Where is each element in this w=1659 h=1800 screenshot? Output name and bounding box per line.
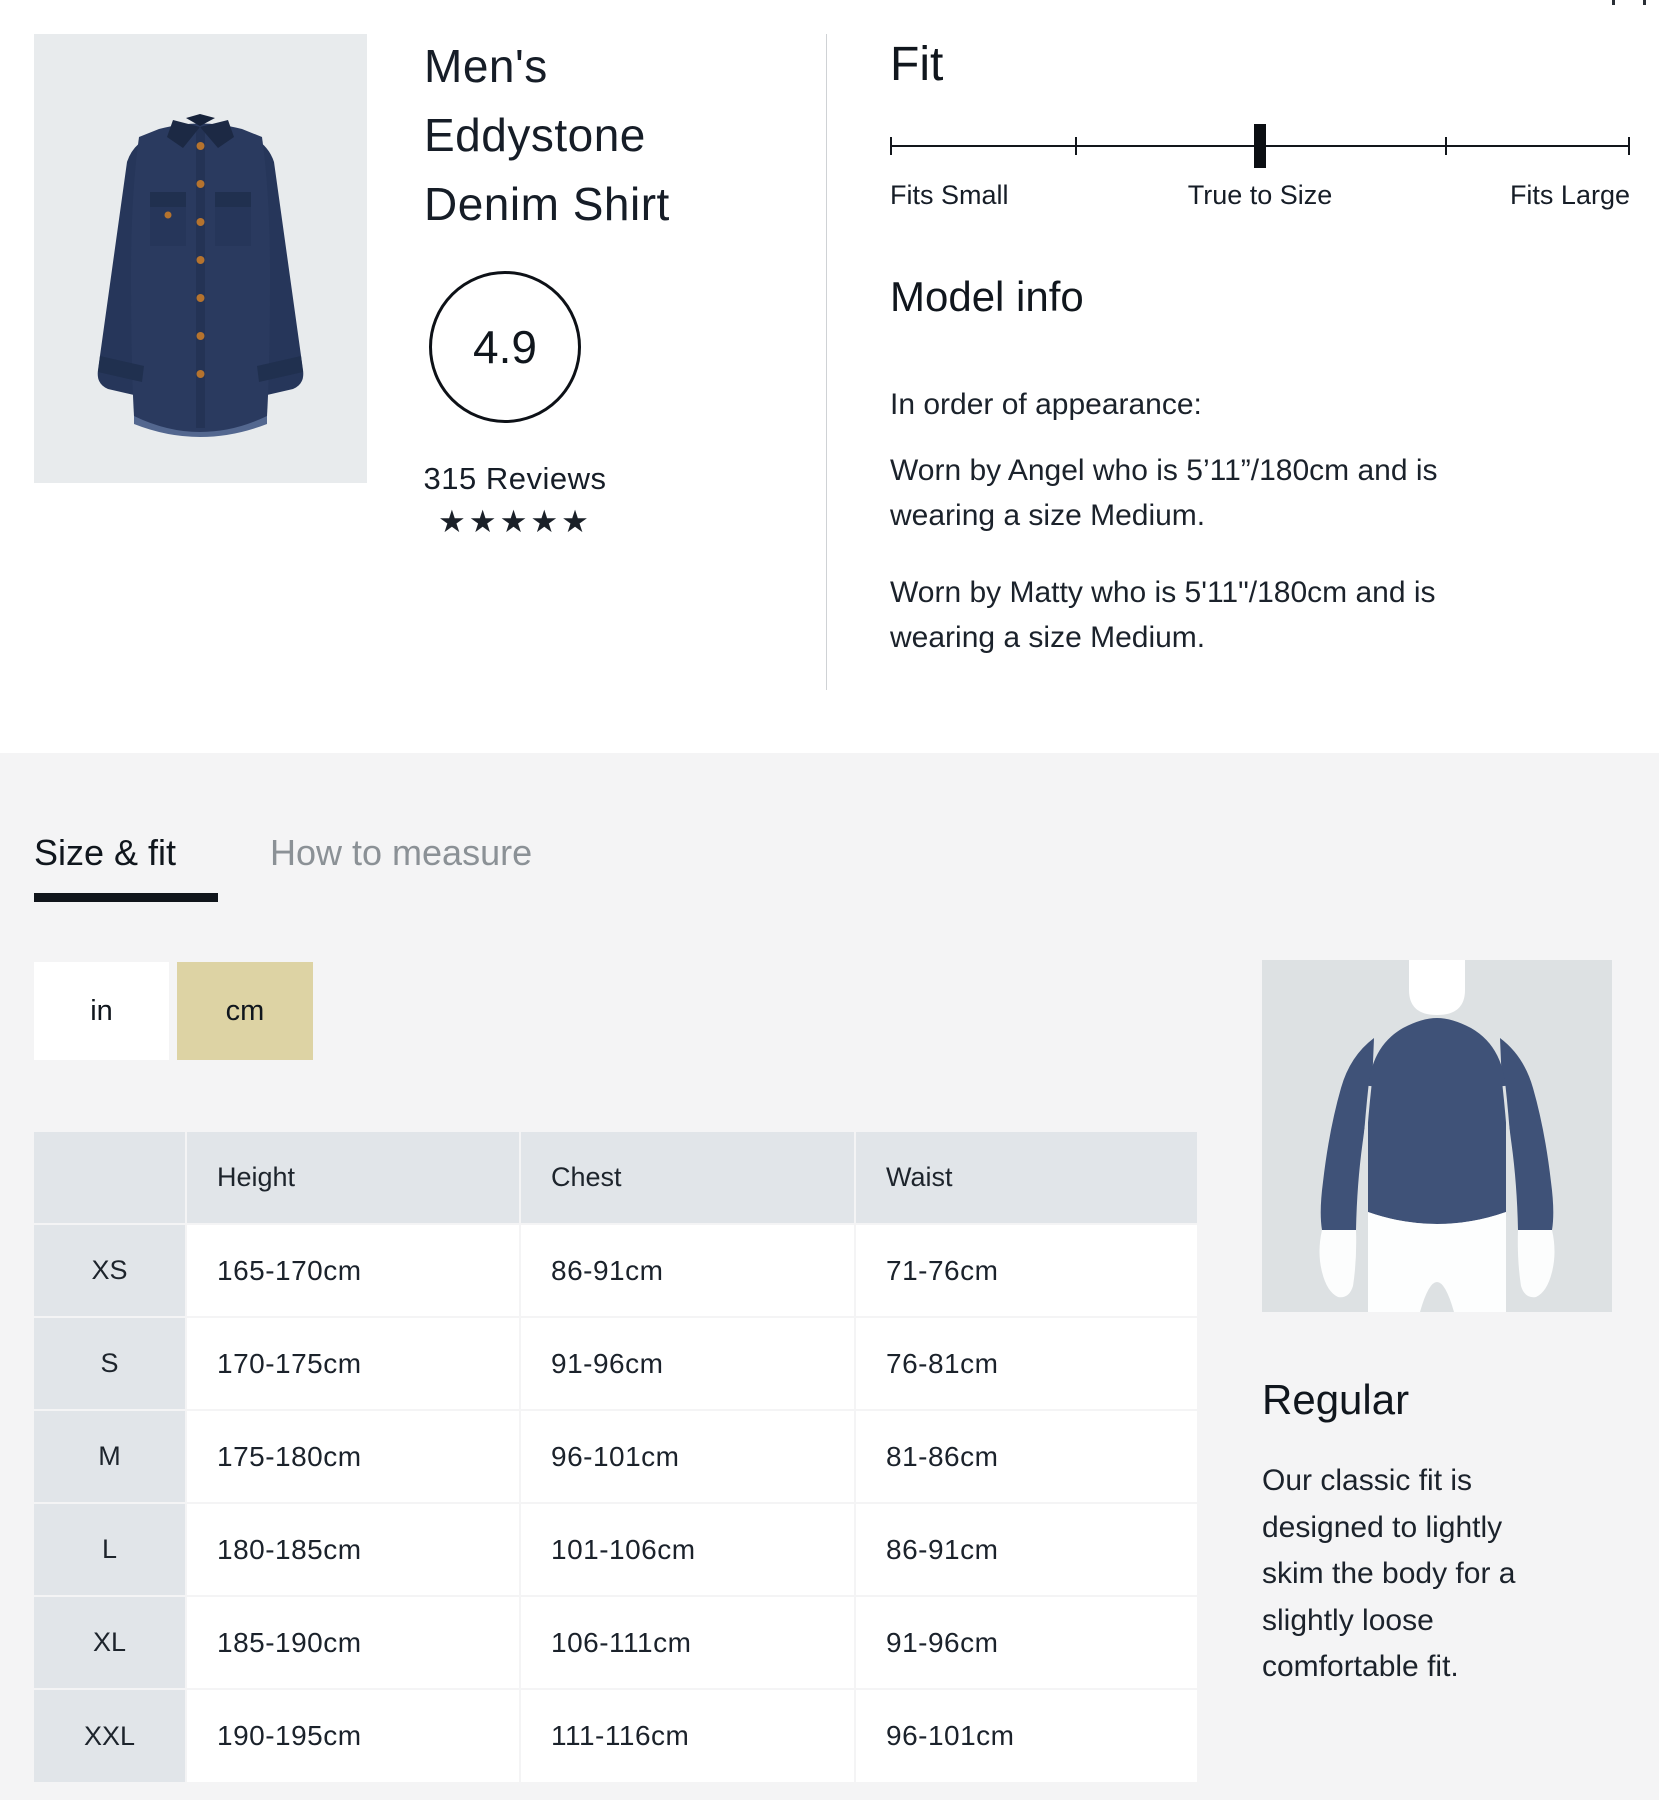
unit-toggle-in[interactable]: in (34, 962, 169, 1060)
size-value-cell: 180-185cm (186, 1503, 520, 1596)
size-label-cell: L (34, 1503, 186, 1596)
size-value-cell: 71-76cm (855, 1224, 1197, 1317)
fit-section (890, 30, 1630, 710)
size-value-cell: 86-91cm (855, 1503, 1197, 1596)
table-row (34, 1224, 1197, 1317)
size-value-cell: 175-180cm (186, 1410, 520, 1503)
model-info-paragraph: Worn by Angel who is 5’11”/180cm and is wearing a size Medium. (890, 454, 1438, 532)
size-value-cell: 170-175cm (186, 1317, 520, 1410)
fit-scale-tick (890, 137, 892, 155)
model-info-heading: Model info (890, 273, 1084, 320)
product-title: Men's Eddystone Denim Shirt (424, 40, 670, 230)
size-chart-header-chest: Chest (520, 1132, 855, 1224)
size-chart-header-height: Height (186, 1132, 520, 1224)
size-label-cell: S (34, 1317, 186, 1410)
table-row (34, 1410, 1197, 1503)
star-rating-icons: ★★★★★ (438, 504, 592, 539)
fit-scale-tick (1445, 137, 1447, 155)
mannequin-figure (1262, 960, 1612, 1312)
size-value-cell: 81-86cm (855, 1410, 1197, 1503)
active-tab-underline (34, 893, 218, 902)
size-value-cell: 76-81cm (855, 1317, 1197, 1410)
size-value-cell: 190-195cm (186, 1689, 520, 1782)
model-info-intro: In order of appearance: (890, 388, 1202, 421)
fit-label-true: True to Size (1187, 180, 1333, 210)
table-row (34, 1596, 1197, 1689)
size-label-cell: XXL (34, 1689, 186, 1782)
size-value-cell: 165-170cm (186, 1224, 520, 1317)
fit-scale-labels (890, 180, 1630, 210)
table-row (34, 1503, 1197, 1596)
fit-scale (890, 124, 1630, 168)
size-label-cell: XL (34, 1596, 186, 1689)
cropped-element-mark (1643, 0, 1646, 5)
denim-shirt-illustration (34, 34, 367, 483)
size-value-cell: 185-190cm (186, 1596, 520, 1689)
regular-fit-illustration (1262, 960, 1612, 1312)
vertical-divider (826, 34, 827, 690)
fit-heading: Fit (890, 38, 944, 91)
cropped-element-mark (1612, 0, 1615, 5)
size-value-cell: 86-91cm (520, 1224, 855, 1317)
size-value-cell: 101-106cm (520, 1503, 855, 1596)
fit-label-large: Fits Large (1509, 180, 1630, 210)
rating-value: 4.9 (473, 321, 537, 373)
size-chart-table (34, 1132, 1197, 1782)
table-row (34, 1317, 1197, 1410)
regular-fit-description: Our classic fit is designed to lightly skim the body for a slightly loose comfortable fit. (1262, 1464, 1516, 1683)
tab-how-to-measure[interactable]: How to measure (270, 832, 533, 873)
model-info-paragraph: Worn by Matty who is 5'11"/180cm and is wearing a size Medium. (890, 576, 1436, 654)
size-chart-header-waist: Waist (855, 1132, 1197, 1224)
fit-scale-marker (1254, 124, 1266, 168)
unit-toggle-cm[interactable]: cm (177, 962, 313, 1060)
fit-scale-tick (1075, 137, 1077, 155)
size-value-cell: 96-101cm (520, 1410, 855, 1503)
rating-badge (429, 271, 581, 423)
size-value-cell: 96-101cm (855, 1689, 1197, 1782)
size-fit-section (0, 753, 1659, 1800)
size-value-cell: 111-116cm (520, 1689, 855, 1782)
table-row (34, 1689, 1197, 1782)
tab-size-and-fit[interactable]: Size & fit (34, 832, 177, 873)
fit-label-small: Fits Small (890, 180, 1009, 210)
product-image (34, 34, 367, 483)
size-table-body (34, 1224, 1197, 1782)
regular-fit-heading: Regular (1262, 1376, 1410, 1423)
size-label-cell: XS (34, 1224, 186, 1317)
size-label-cell: M (34, 1410, 186, 1503)
fit-scale-tick (1628, 137, 1630, 155)
size-value-cell: 106-111cm (520, 1596, 855, 1689)
reviews-count-link[interactable]: 315 Reviews (423, 461, 607, 496)
size-value-cell: 91-96cm (855, 1596, 1197, 1689)
size-chart-corner-cell (34, 1132, 186, 1224)
size-value-cell: 91-96cm (520, 1317, 855, 1410)
size-chart-header-row (34, 1132, 1197, 1224)
